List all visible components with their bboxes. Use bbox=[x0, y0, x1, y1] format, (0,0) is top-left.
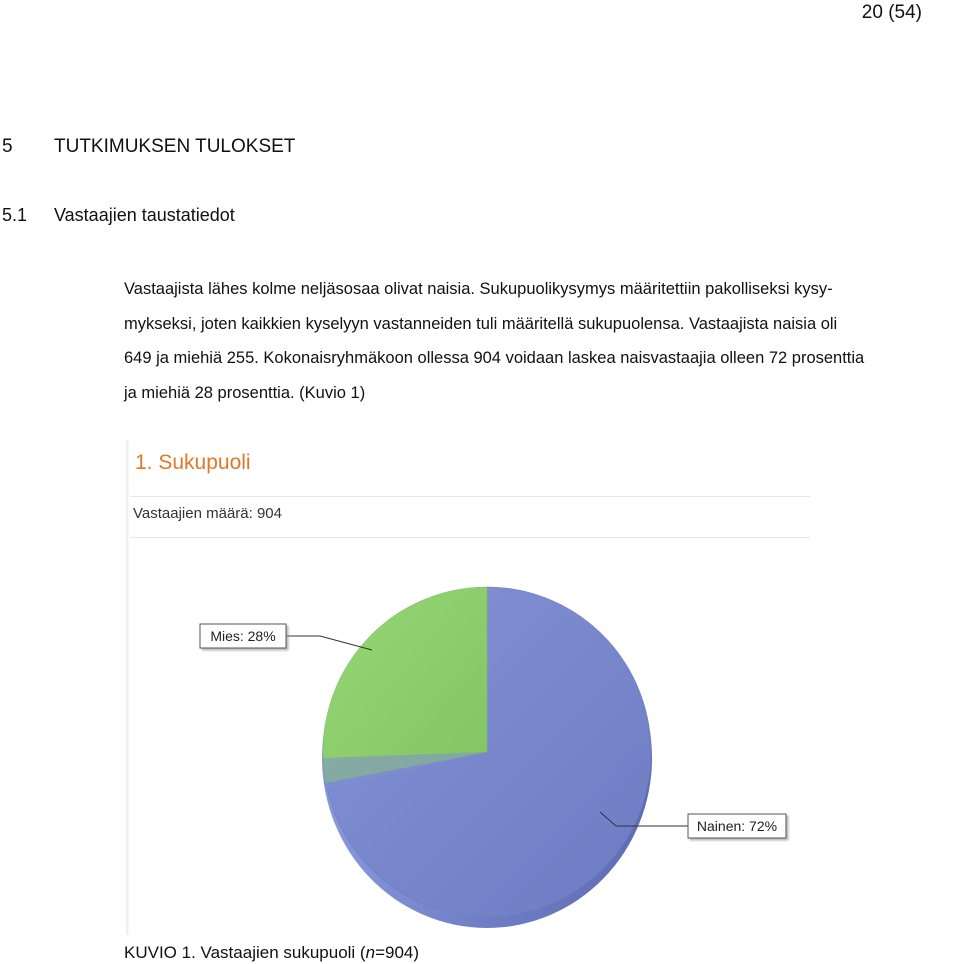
page-number: 20 (54) bbox=[861, 2, 922, 23]
paragraph-line: 649 ja miehiä 255. Kokonaisryhmäkoon ollessa 904 voidaan laskea naisvastaajia olleen 72 prosenttia bbox=[124, 349, 865, 367]
section-title: TUTKIMUKSEN TULOKSET bbox=[54, 136, 296, 157]
data-label-mies: Mies: 28% bbox=[210, 628, 276, 644]
subsection-number: 5.1 bbox=[2, 205, 28, 225]
paragraph-line: mykseksi, joten kaikkien kyselyyn vastanneiden tuli määritellä sukupuolensa. Vastaajista naisia oli bbox=[124, 314, 838, 333]
subsection-title: Vastaajien taustatiedot bbox=[54, 205, 235, 225]
paragraph-line: Vastaajista lähes kolme neljäsosaa olivat naisia. Sukupuolikysymys määritettiin pakolliseksi kysy- bbox=[124, 280, 833, 298]
label-leader-line bbox=[286, 636, 372, 650]
paragraph-line: ja miehiä 28 prosenttia. (Kuvio 1) bbox=[124, 383, 366, 402]
caption-prefix: KUVIO 1. Vastaajien sukupuoli ( bbox=[124, 943, 366, 962]
caption-n-symbol: n bbox=[365, 943, 376, 962]
data-label-nainen: Nainen: 72% bbox=[696, 818, 778, 834]
chart-title: 1. Sukupuoli bbox=[135, 451, 251, 474]
caption-suffix: =904) bbox=[375, 943, 420, 962]
chart-subtitle: Vastaajien määrä: 904 bbox=[133, 505, 282, 522]
section-number: 5 bbox=[2, 136, 13, 157]
figure-caption bbox=[124, 943, 419, 963]
